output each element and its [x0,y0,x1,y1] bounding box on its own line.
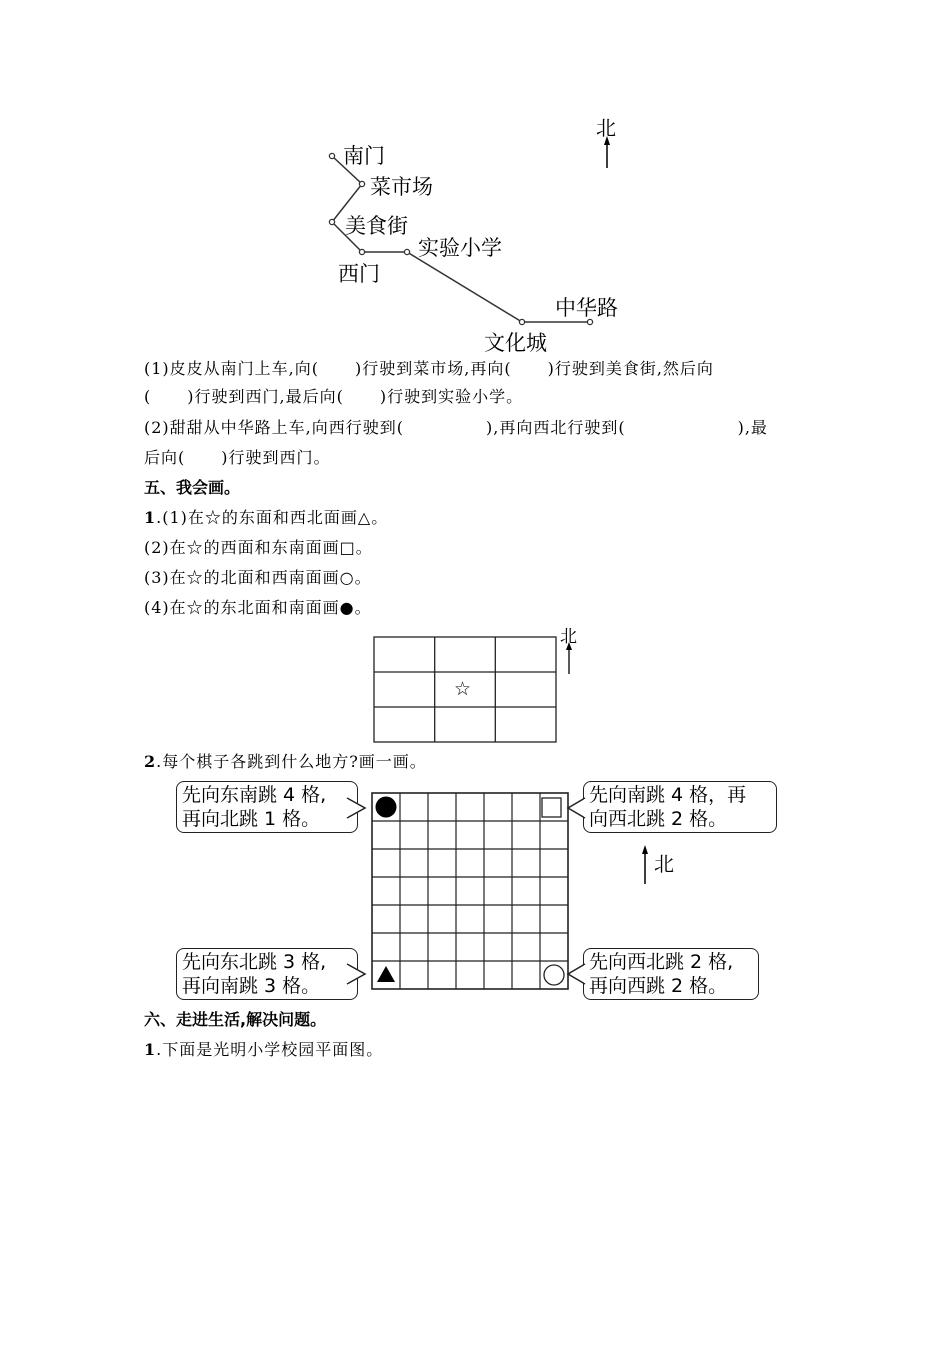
s6-q1-line [144,1040,383,1060]
text: .下面是光明小学校园平面图。 [156,1040,384,1059]
stop-dot-ximen [359,249,364,254]
bubble-bottom-left [176,948,358,1000]
bubble-line: 再向北跳 1 格。 [182,808,321,830]
stop-label: 文化城 [484,331,547,355]
s5-q1-line-4: (4)在☆的东北面和南面画●。 [144,598,372,617]
question-number: 2 [144,752,157,771]
stop-dot-wenhuacheng [519,319,524,324]
text: ),最 [737,418,768,437]
q4-line-2 [144,387,523,407]
stop-label: 中华路 [555,296,618,320]
stop-dot-meishijie [329,219,334,224]
grid-north-label: 北 [560,627,577,647]
star-grid [370,630,600,750]
text: ),再向西北行驶到( [486,418,626,437]
s5-q1-line-1 [144,508,388,528]
board-north-arrow-icon [636,842,656,888]
text: )行驶到美食街,然后向 [547,359,714,378]
tail-top-left [347,798,365,818]
stop-label: 实验小学 [418,236,502,260]
text: 后向( [144,448,186,467]
bubble-line: 向西北跳 2 格。 [589,808,728,830]
stop-dot-nanmen [329,153,334,158]
q4-line-1 [144,359,714,379]
star-icon: ☆ [454,678,472,700]
text: )行驶到实验小学。 [379,387,524,406]
text: )行驶到菜市场,再向( [355,359,512,378]
section5-title: 五、我会画。 [144,478,241,497]
bubble-line: 再向西跳 2 格。 [589,975,728,997]
bubble-line: 先向南跳 4 格，再 [589,784,747,806]
stop-label: 西门 [338,262,380,286]
text: .每个棋子各跳到什么地方?画一画。 [156,752,427,771]
section6-title: 六、走进生活,解决问题。 [144,1010,327,1029]
route-lines [0,0,952,360]
bubble-bottom-right [583,948,759,1000]
tail-bottom-right [568,964,585,984]
text: )行驶到西门,最后向( [187,387,344,406]
stop-label: 南门 [343,144,385,168]
text: )行驶到西门。 [221,448,331,467]
tail-bottom-left [347,964,365,984]
bubble-line: 先向西北跳 2 格, [589,951,734,973]
bubble-line: 先向东南跳 4 格, [182,784,327,806]
bubble-line: 再向南跳 3 格。 [182,975,321,997]
tail-top-right [568,798,585,818]
question-number: 1 [144,1040,157,1059]
text: (1)皮皮从南门上车,向( [144,359,319,378]
stop-label: 菜市场 [370,175,433,199]
s5-q1-line-2: (2)在☆的西面和东南面画□。 [144,538,373,557]
text: (2)甜甜从中华路上车,向西行驶到( [144,418,404,437]
text: .(1)在☆的东面和西北面画△。 [156,508,389,527]
board-north-label: 北 [654,852,674,876]
q4-line-4 [144,448,331,468]
s5-q1-line-3: (3)在☆的北面和西南面画○。 [144,568,372,587]
text: ( [144,387,152,406]
question-number: 1 [144,508,157,527]
bubble-line: 先向东北跳 3 格, [182,951,327,973]
bubble-tails [340,780,600,1010]
q4-line-3 [144,418,768,438]
north-label: 北 [596,116,616,140]
stop-label: 美食街 [345,214,408,238]
bubble-top-right [583,781,777,833]
stop-dot-shiyanxiaoxue [404,249,409,254]
stop-dot-caishichang [359,181,364,186]
s5-q2-line [144,752,427,772]
bubble-top-left [176,781,358,833]
